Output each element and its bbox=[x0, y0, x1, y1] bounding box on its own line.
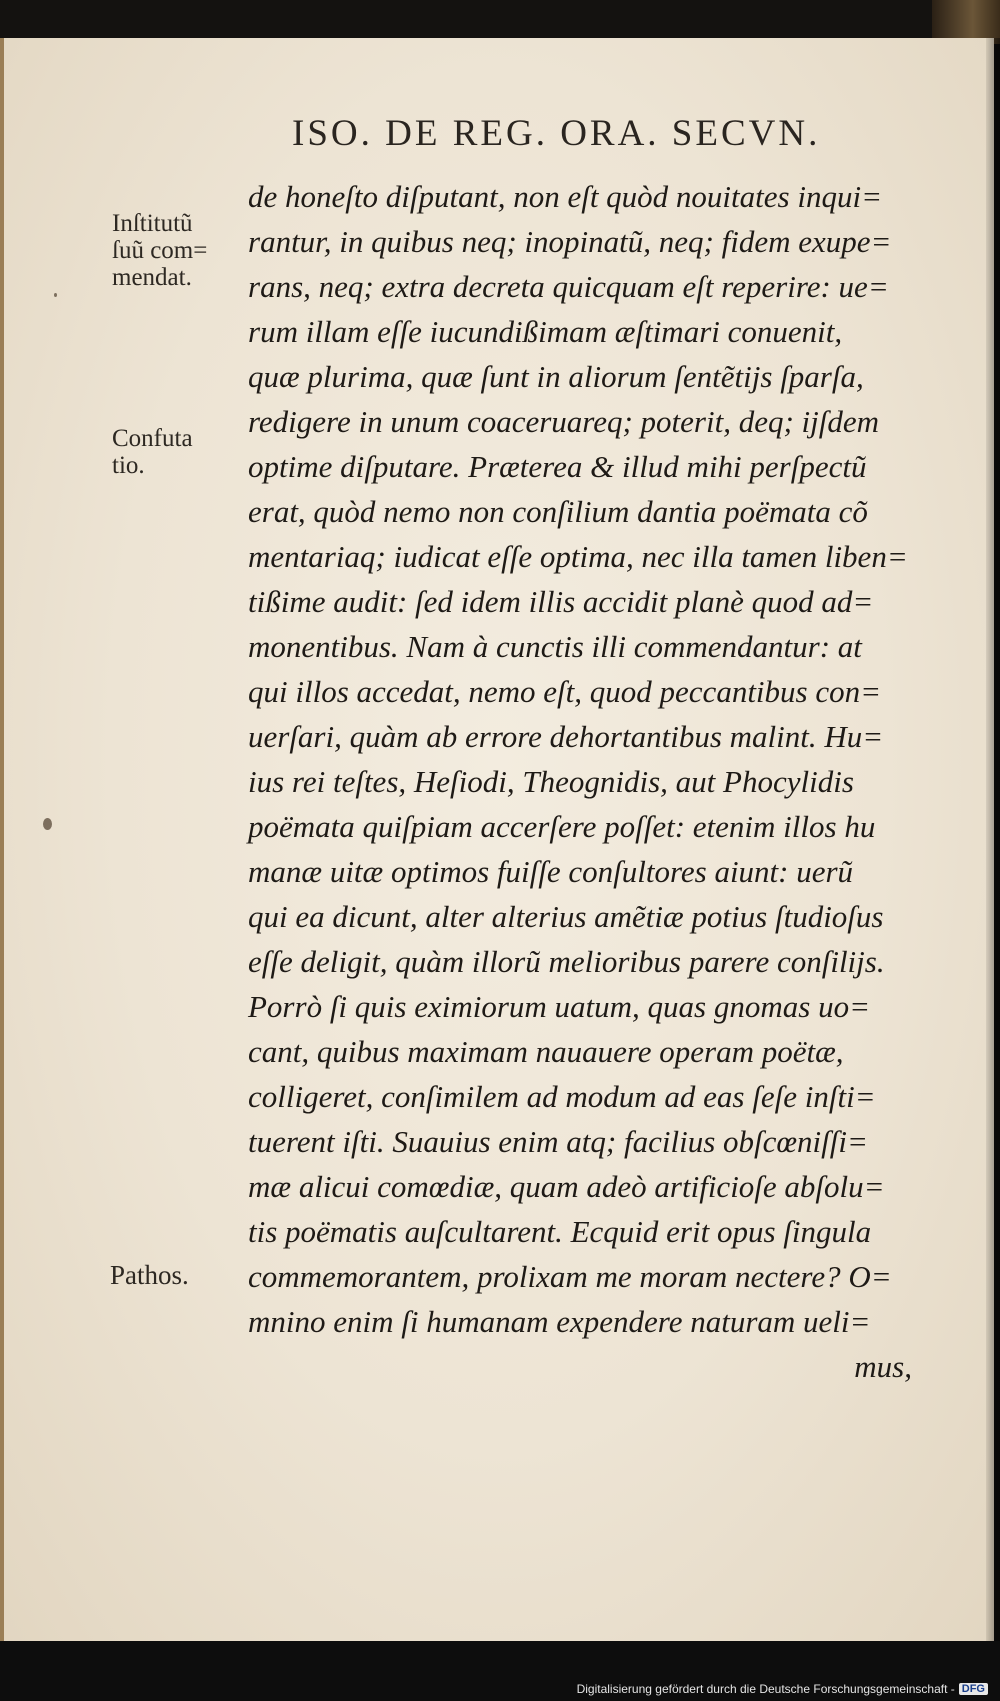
running-header: ISO. DE REG. ORA. SECVN. bbox=[292, 113, 821, 154]
text-line: colligeret, conſimilem ad modum ad eas ſeſe inſti= bbox=[248, 1079, 876, 1114]
text-line: manæ uitæ optimos fuiſſe conſultores aiunt: uerũ bbox=[248, 854, 854, 889]
text-line: tuerent iſti. Suauius enim atq; facilius obſcœniſſi= bbox=[248, 1124, 868, 1159]
text-line: commemorantem, prolixam me moram nectere? O= bbox=[248, 1259, 892, 1294]
digitization-footer bbox=[577, 1680, 988, 1698]
ink-spot bbox=[43, 818, 52, 830]
text-line: uerſari, quàm ab errore dehortantibus malint. Hu= bbox=[248, 719, 884, 754]
ink-spot bbox=[54, 293, 57, 297]
text-line: tißime audit: ſed idem illis accidit planè quod ad= bbox=[248, 584, 874, 619]
text-line: eſſe deligit, quàm illorũ melioribus parere conſilijs. bbox=[248, 944, 885, 979]
text-line: erat, quòd nemo non conſilium dantia poëmata cõ bbox=[248, 494, 868, 529]
text-line: redigere in unum coaceruareq; poterit, deq; ijſdem bbox=[248, 404, 880, 439]
margin-note-line: mendat. bbox=[112, 264, 192, 291]
text-line: poëmata quiſpiam accerſere poſſet: etenim illos hu bbox=[248, 809, 876, 844]
body-text bbox=[248, 174, 918, 1389]
text-line: rum illam eſſe iucundißimam æſtimari conuenit, bbox=[248, 314, 843, 349]
margin-note-line: Inſtitutũ bbox=[112, 210, 193, 237]
text-line: rans, neq; extra decreta quicquam eſt reperire: ue= bbox=[248, 269, 889, 304]
text-line: cant, quibus maximam nauauere operam poëtæ, bbox=[248, 1034, 844, 1069]
margin-note-pathos bbox=[110, 1262, 238, 1289]
margin-note-line: Pathos. bbox=[110, 1260, 189, 1290]
text-line: monentibus. Nam à cunctis illi commendantur: at bbox=[248, 629, 862, 664]
catchword: mus, bbox=[854, 1349, 912, 1384]
text-line: qui illos accedat, nemo eſt, quod peccantibus con= bbox=[248, 674, 882, 709]
dfg-logo: DFG bbox=[959, 1683, 988, 1695]
text-line: mnino enim ſi humanam expendere naturam ueli= bbox=[248, 1304, 871, 1339]
margin-note-line: tio. bbox=[112, 452, 145, 479]
margin-note-line: ſuũ com= bbox=[112, 237, 208, 264]
text-line: tis poëmatis auſcultarent. Ecquid erit opus ſingula bbox=[248, 1214, 872, 1249]
text-line: mæ alicui comœdiæ, quam adeò artificioſe abſolu= bbox=[248, 1169, 885, 1204]
margin-note-confutatio bbox=[112, 425, 240, 479]
footer-text: Digitalisierung gefördert durch die Deutsche Forschungsgemeinschaft - bbox=[576, 1682, 955, 1696]
margin-note-line: Confuta bbox=[112, 425, 193, 452]
text-line: rantur, in quibus neq; inopinatũ, neq; fidem exupe= bbox=[248, 224, 892, 259]
text-line: Porrò ſi quis eximiorum uatum, quas gnomas uo= bbox=[248, 989, 870, 1024]
margin-note-institutum bbox=[112, 210, 240, 291]
text-line: optime diſputare. Præterea & illud mihi perſpectũ bbox=[248, 449, 867, 484]
text-line: qui ea dicunt, alter alterius amẽtiæ potius ſtudioſus bbox=[248, 899, 884, 934]
text-line: quæ plurima, quæ ſunt in aliorum ſentẽtijs ſparſa, bbox=[248, 359, 864, 394]
text-line: mentariaq; iudicat eſſe optima, nec illa tamen liben= bbox=[248, 539, 908, 574]
page-gutter-shadow bbox=[986, 38, 1000, 1641]
text-line: ius rei teſtes, Heſiodi, Theognidis, aut Phocylidis bbox=[248, 764, 854, 799]
text-line: de honeſto diſputant, non eſt quòd nouitates inqui= bbox=[248, 179, 882, 214]
